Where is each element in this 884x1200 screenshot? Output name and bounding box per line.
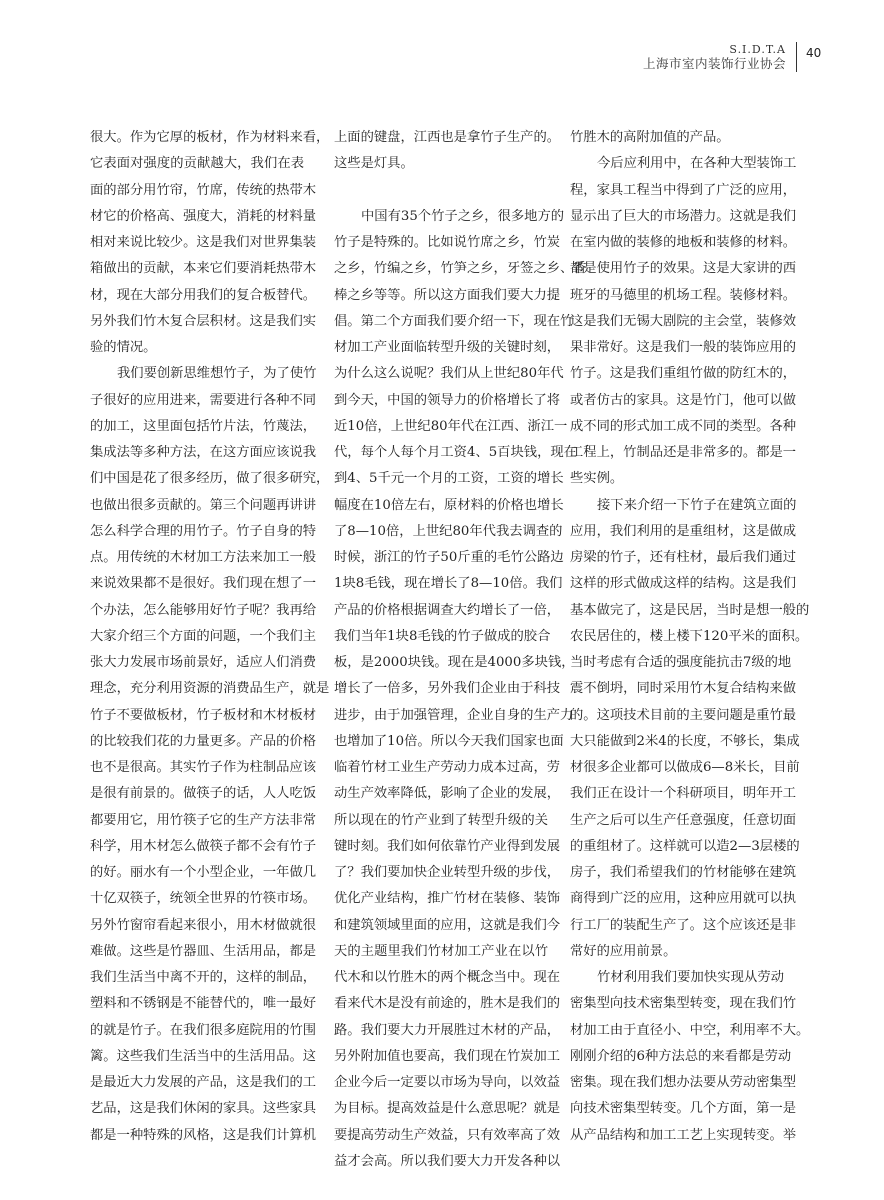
organization-abbreviation: S.I.D.T.A: [729, 43, 786, 56]
text-line: 的就是竹子。在我们很多庭院用的竹围: [90, 1022, 317, 1038]
text-line: 竹胜木的高附加值的产品。: [570, 130, 730, 145]
text-line: 材它的价格高、强度大，消耗的材料量: [90, 208, 317, 224]
text-line: 张大力发展市场前景好，适应人们消费: [90, 655, 317, 670]
page-number: 40: [806, 46, 822, 60]
text-line: 的加工，这里面包括竹片法，竹蔑法，: [90, 418, 317, 434]
text-line: 难做。这些是竹器皿、生活用品，都是: [90, 943, 317, 959]
text-line: 我们当年1块8毛钱的竹子做成的胶合: [334, 628, 551, 644]
text-line: 都要用它，用竹筷子它的生产方法非常: [90, 812, 317, 828]
text-line: 显示出了巨大的市场潜力。这就是我们: [570, 208, 797, 224]
text-line: 代木和以竹胜木的两个概念当中。现在: [334, 970, 561, 985]
text-line: 在室内做的装修的地板和装修的材料。: [570, 235, 797, 250]
text-line: 怎么科学合理的用竹子。竹子自身的特: [90, 523, 317, 539]
text-line: 篱。这些我们生活当中的生活用品。这: [90, 1048, 317, 1064]
text-line: 之乡，竹编之乡，竹笋之乡，牙签之乡、香: [334, 261, 587, 277]
text-line: 科学，用木材怎么做筷子都不会有竹子: [90, 838, 317, 854]
text-line: 材加工产业面临转型升级的关键时刻，: [334, 340, 561, 355]
text-line: 所以现在的竹产业到了转型升级的关: [334, 812, 548, 828]
text-line: 刚刚介绍的6种方法总的来看都是劳动: [570, 1048, 792, 1064]
text-line: 密集型向技术密集型转变，现在我们竹: [570, 996, 797, 1012]
text-line: 另外竹窗帘看起来很小，用木材做就很: [90, 917, 317, 933]
text-line: 益才会高。所以我们要大力开发各种以: [334, 1153, 561, 1169]
text-line: 子很好的应用进来，需要进行各种不同: [90, 392, 317, 408]
text-line: 临着竹材工业生产劳动力成本过高，劳: [334, 760, 561, 775]
text-line: 为目标。提高效益是什么意思呢？就是: [334, 1101, 561, 1117]
text-line: 常好的应用前景。: [570, 943, 677, 959]
text-line: 商得到广泛的应用，这种应用就可以执: [570, 891, 797, 907]
text-column-2: [334, 125, 587, 1175]
text-line: 大家介绍三个方面的问题，一个我们主: [90, 628, 317, 644]
text-line: 这些是灯具。: [334, 156, 414, 172]
text-line: 集成法等多种方法，在这方面应该说我: [90, 445, 317, 460]
text-line: 倡。第二个方面我们要介绍一下，现在竹: [334, 313, 574, 329]
text-line: 中国有35个竹子之乡，很多地方的: [361, 208, 565, 224]
text-line: 都是一种特殊的风格，这是我们计算机: [90, 1127, 317, 1143]
header-organization: [643, 44, 786, 71]
text-line: 点。用传统的木材加工方法来加工一般: [90, 550, 317, 565]
text-line: 产品的价格根据调查大约增长了一倍，: [334, 602, 561, 618]
text-line: 的比较我们花的力量更多。产品的价格: [90, 733, 317, 749]
text-line: 十亿双筷子，统领全世界的竹筷市场。: [90, 891, 317, 907]
text-line: 今后应利用中，在各种大型装饰工: [597, 156, 797, 172]
text-line: 生产之后可以生产任意强度，任意切面: [570, 812, 797, 828]
text-line: 板，是2000块钱。现在是4000多块钱，: [334, 655, 575, 670]
text-line: 竹子不要做板材，竹子板材和木材板材: [90, 707, 317, 723]
text-line: 们中国是花了很多经历，做了很多研究，: [90, 471, 330, 487]
text-line: 近10倍，上世纪80年代在江西、浙江一: [334, 418, 568, 434]
text-line: 了8—10倍，上世纪80年代我去调查的: [334, 523, 563, 539]
text-line: 上面的键盘，江西也是拿竹子生产的。: [334, 130, 561, 145]
text-line: 优化产业结构，推广竹材在装修、装饰: [334, 891, 561, 907]
header-divider: [796, 42, 797, 72]
text-line: 1块8毛钱，现在增长了8—10倍。我们: [334, 576, 563, 592]
text-line: 动生产效率降低，影响了企业的发展，: [334, 786, 561, 802]
text-line: 成不同的形式加工成不同的类型。各种: [570, 418, 797, 434]
text-line: 工程上，竹制品还是非常多的。都是一: [570, 445, 797, 460]
text-line: 或者仿古的家具。这是竹门，他可以做: [570, 392, 797, 408]
text-line: 基本做完了，这是民居，当时是想一般的: [570, 602, 810, 618]
text-line: 行工厂的装配生产了。这个应该还是非: [570, 917, 797, 933]
text-line: 箱做出的贡献，本来它们要消耗热带木: [90, 261, 317, 277]
text-line: 到4、5千元一个月的工资，工资的增长: [334, 471, 564, 487]
text-line: 也不是很高。其实竹子作为柱制品应该: [90, 760, 317, 775]
text-line: 也做出很多贡献的。第三个问题再讲讲: [90, 497, 317, 513]
text-line: 企业今后一定要以市场为导向，以效益: [334, 1075, 561, 1090]
text-line: 农民居住的，楼上楼下120平米的面积。: [570, 628, 809, 644]
text-line: 到今天，中国的领导力的价格增长了将: [334, 392, 561, 408]
text-line: 进步，由于加强管理，企业自身的生产力: [334, 707, 574, 723]
text-line: 它表面对强度的贡献越大，我们在表: [90, 156, 304, 172]
text-line: 键时刻。我们如何依靠竹产业得到发展: [334, 838, 561, 854]
text-line: 塑料和不锈钢是不能替代的，唯一最好: [90, 996, 317, 1012]
text-line: 来说效果都不是很好。我们现在想了一: [90, 576, 317, 592]
text-line: 也增加了10倍。所以今天我们国家也面: [334, 733, 564, 749]
text-line: 房梁的竹子，还有柱材，最后我们通过: [570, 550, 797, 565]
organization-name: 上海市室内装饰行业协会: [642, 56, 786, 71]
text-line: 这是我们无锡大剧院的主会堂，装修效: [570, 313, 797, 329]
text-line: 时候，浙江的竹子50斤重的毛竹公路边: [334, 550, 564, 565]
text-line: 这样的形式做成这样的结构。这是我们: [570, 576, 797, 592]
text-line: 程，家具工程当中得到了广泛的应用，: [570, 182, 797, 198]
text-line: 路。我们要大力开展胜过木材的产品，: [334, 1022, 561, 1038]
text-line: 材加工由于直径小、中空，利用率不大。: [570, 1022, 810, 1038]
text-line: 我们正在设计一个科研项目，明年开工: [570, 786, 797, 802]
text-line: 果非常好。这是我们一般的装饰应用的: [570, 340, 797, 355]
text-line: 要提高劳动生产效益，只有效率高了效: [334, 1127, 561, 1143]
text-line: 应用，我们利用的是重组材，这是做成: [570, 523, 797, 539]
text-line: 从产品结构和加工工艺上实现转变。举: [570, 1127, 797, 1143]
text-line: 房子，我们希望我们的竹材能够在建筑: [570, 865, 797, 880]
text-line: 材很多企业都可以做成6—8米长，目前: [570, 760, 800, 775]
text-line: 竹子是特殊的。比如说竹席之乡，竹炭: [334, 235, 561, 250]
text-line: 理念，充分利用资源的消费品生产，就是: [90, 681, 330, 697]
text-line: 是最近大力发展的产品，这是我们的工: [90, 1075, 317, 1090]
text-line: 的。这项技术目前的主要问题是重竹最: [570, 707, 797, 723]
text-line: 材，现在大部分用我们的复合板替代。: [90, 287, 317, 303]
text-line: 个办法，怎么能够用好竹子呢？我再给: [90, 602, 317, 618]
text-line: 另外附加值也要高，我们现在竹炭加工: [334, 1048, 561, 1064]
text-line: 接下来介绍一下竹子在建筑立面的: [597, 497, 797, 513]
text-line: 当时考虑有合适的强度能抗击7级的地: [570, 655, 792, 670]
text-line: 竹子。这是我们重组竹做的防红木的，: [570, 366, 797, 382]
text-line: [334, 178, 548, 204]
text-line: 我们要创新思维想竹子，为了使竹: [117, 366, 317, 382]
text-line: 很大。作为它厚的板材，作为材料来看，: [90, 130, 330, 145]
text-line: 幅度在10倍左右，原材料的价格也增长: [334, 497, 564, 513]
text-line: 些实例。: [570, 471, 624, 487]
text-line: 都是使用竹子的效果。这是大家讲的西: [570, 261, 797, 277]
text-line: 的好。丽水有一个小型企业，一年做几: [90, 865, 317, 880]
text-line: 面的部分用竹帘，竹席，传统的热带木: [90, 182, 317, 198]
text-line: 了？我们要加快企业转型升级的步伐，: [334, 865, 561, 880]
text-line: 增长了一倍多，另外我们企业由于科技: [334, 681, 561, 697]
text-line: 艺品，这是我们休闲的家具。这些家具: [90, 1101, 317, 1117]
text-line: 代，每个人每个月工资4、5百块钱，现在: [334, 445, 577, 460]
text-line: 密集。现在我们想办法要从劳动密集型: [570, 1075, 797, 1090]
text-line: 相对来说比较少。这是我们对世界集装: [90, 235, 317, 250]
text-line: 看来代木是没有前途的，胜木是我们的: [334, 996, 561, 1012]
text-line: 我们生活当中离不开的，这样的制品，: [90, 970, 317, 985]
text-line: 向技术密集型转变。几个方面，第一是: [570, 1101, 797, 1117]
text-line: 震不倒坍，同时采用竹木复合结构来做: [570, 681, 797, 697]
text-line: 另外我们竹木复合层积材。这是我们实: [90, 313, 317, 329]
text-line: 天的主题里我们竹材加工产业在以竹: [334, 943, 548, 959]
text-line: 为什么这么说呢？我们从上世纪80年代: [334, 366, 564, 382]
text-line: 的重组材了。这样就可以造2—3层楼的: [570, 838, 800, 854]
text-column-3: [570, 125, 810, 1149]
text-column-1: [90, 125, 330, 1149]
text-line: 大只能做到2米4的长度，不够长，集成: [570, 733, 800, 749]
text-line: 和建筑领域里面的应用，这就是我们今: [334, 917, 561, 933]
text-line: 棒之乡等等。所以这方面我们要大力提: [334, 287, 561, 303]
text-line: 验的情况。: [90, 340, 157, 355]
text-line: 班牙的马德里的机场工程。装修材料。: [570, 287, 797, 303]
text-line: 是很有前景的。做筷子的话，人人吃饭: [90, 786, 317, 802]
text-line: 竹材利用我们要加快实现从劳动: [597, 970, 784, 985]
